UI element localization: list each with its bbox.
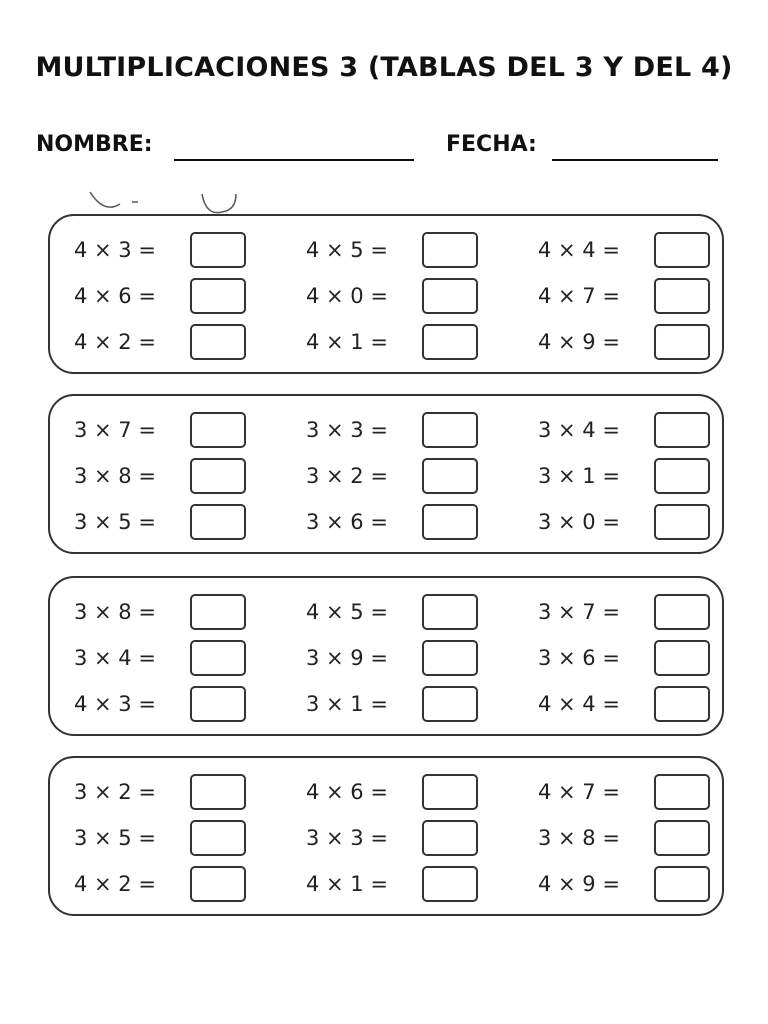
exercise-row <box>50 412 722 452</box>
multiplication-expression: 3 × 7 = <box>538 600 620 624</box>
answer-box[interactable] <box>654 594 710 630</box>
multiplication-expression: 4 × 5 = <box>306 238 388 262</box>
multiplication-expression: 3 × 9 = <box>306 646 388 670</box>
multiplication-expression: 4 × 1 = <box>306 872 388 896</box>
student-info-fields <box>36 128 736 164</box>
answer-box[interactable] <box>654 686 710 722</box>
answer-box[interactable] <box>422 774 478 810</box>
answer-box[interactable] <box>422 686 478 722</box>
multiplication-expression: 3 × 4 = <box>74 646 156 670</box>
exercise-row <box>50 640 722 680</box>
exercise-row <box>50 458 722 498</box>
exercise-item <box>306 686 486 726</box>
worksheet-title: MULTIPLICACIONES 3 (TABLAS DEL 3 Y DEL 4) <box>35 52 733 83</box>
multiplication-expression: 4 × 7 = <box>538 284 620 308</box>
answer-box[interactable] <box>422 504 478 540</box>
answer-box[interactable] <box>422 594 478 630</box>
multiplication-expression: 3 × 1 = <box>306 692 388 716</box>
exercise-row <box>50 324 722 364</box>
exercise-item <box>306 232 486 272</box>
answer-box[interactable] <box>422 324 478 360</box>
multiplication-expression: 3 × 8 = <box>538 826 620 850</box>
answer-box[interactable] <box>190 324 246 360</box>
exercise-item <box>74 686 254 726</box>
exercise-item <box>74 324 254 364</box>
exercise-item <box>74 232 254 272</box>
exercise-block <box>48 576 724 736</box>
exercise-item <box>538 278 718 318</box>
exercise-item <box>306 278 486 318</box>
answer-box[interactable] <box>190 640 246 676</box>
name-field-line[interactable] <box>174 159 414 161</box>
answer-box[interactable] <box>190 866 246 902</box>
exercise-item <box>306 594 486 634</box>
exercise-item <box>306 820 486 860</box>
exercise-block <box>48 756 724 916</box>
exercise-item <box>538 232 718 272</box>
exercise-row <box>50 686 722 726</box>
multiplication-expression: 4 × 6 = <box>306 780 388 804</box>
multiplication-expression: 4 × 4 = <box>538 238 620 262</box>
multiplication-expression: 3 × 8 = <box>74 600 156 624</box>
multiplication-expression: 3 × 2 = <box>74 780 156 804</box>
multiplication-expression: 4 × 1 = <box>306 330 388 354</box>
exercise-item <box>74 504 254 544</box>
exercise-item <box>74 594 254 634</box>
answer-box[interactable] <box>654 640 710 676</box>
multiplication-expression: 3 × 0 = <box>538 510 620 534</box>
answer-box[interactable] <box>422 278 478 314</box>
answer-box[interactable] <box>654 504 710 540</box>
multiplication-expression: 3 × 7 = <box>74 418 156 442</box>
name-label: NOMBRE: <box>36 132 153 157</box>
exercise-block <box>48 214 724 374</box>
exercise-item <box>74 774 254 814</box>
exercise-item <box>538 412 718 452</box>
exercise-item <box>74 458 254 498</box>
exercise-row <box>50 866 722 906</box>
answer-box[interactable] <box>422 412 478 448</box>
answer-box[interactable] <box>654 866 710 902</box>
answer-box[interactable] <box>422 458 478 494</box>
multiplication-expression: 3 × 2 = <box>306 464 388 488</box>
exercise-item <box>306 504 486 544</box>
multiplication-expression: 4 × 2 = <box>74 330 156 354</box>
exercise-item <box>306 640 486 680</box>
exercise-row <box>50 504 722 544</box>
exercise-item <box>306 412 486 452</box>
exercise-item <box>74 640 254 680</box>
multiplication-expression: 4 × 2 = <box>74 872 156 896</box>
answer-box[interactable] <box>654 458 710 494</box>
exercise-row <box>50 278 722 318</box>
answer-box[interactable] <box>190 594 246 630</box>
multiplication-expression: 4 × 6 = <box>74 284 156 308</box>
answer-box[interactable] <box>654 324 710 360</box>
exercise-block <box>48 394 724 554</box>
exercise-item <box>306 866 486 906</box>
exercise-item <box>538 866 718 906</box>
answer-box[interactable] <box>422 820 478 856</box>
answer-box[interactable] <box>654 774 710 810</box>
multiplication-expression: 3 × 4 = <box>538 418 620 442</box>
answer-box[interactable] <box>654 232 710 268</box>
multiplication-expression: 3 × 1 = <box>538 464 620 488</box>
exercise-item <box>538 640 718 680</box>
exercise-item <box>306 324 486 364</box>
multiplication-expression: 4 × 9 = <box>538 872 620 896</box>
date-label: FECHA: <box>446 132 537 157</box>
answer-box[interactable] <box>654 278 710 314</box>
multiplication-expression: 3 × 3 = <box>306 418 388 442</box>
answer-box[interactable] <box>190 412 246 448</box>
multiplication-expression: 3 × 5 = <box>74 826 156 850</box>
answer-box[interactable] <box>190 232 246 268</box>
exercise-item <box>538 594 718 634</box>
multiplication-expression: 4 × 7 = <box>538 780 620 804</box>
answer-box[interactable] <box>190 820 246 856</box>
answer-box[interactable] <box>190 458 246 494</box>
multiplication-expression: 3 × 6 = <box>538 646 620 670</box>
exercise-row <box>50 820 722 860</box>
multiplication-expression: 3 × 3 = <box>306 826 388 850</box>
answer-box[interactable] <box>190 504 246 540</box>
exercise-item <box>538 686 718 726</box>
multiplication-expression: 4 × 9 = <box>538 330 620 354</box>
answer-box[interactable] <box>190 774 246 810</box>
exercise-item <box>538 458 718 498</box>
answer-box[interactable] <box>190 278 246 314</box>
exercise-item <box>306 458 486 498</box>
exercise-item <box>74 866 254 906</box>
answer-box[interactable] <box>422 866 478 902</box>
date-field-line[interactable] <box>552 159 718 161</box>
answer-box[interactable] <box>422 640 478 676</box>
multiplication-expression: 4 × 4 = <box>538 692 620 716</box>
answer-box[interactable] <box>190 686 246 722</box>
answer-box[interactable] <box>422 232 478 268</box>
exercise-row <box>50 594 722 634</box>
exercise-item <box>74 278 254 318</box>
multiplication-expression: 3 × 6 = <box>306 510 388 534</box>
exercise-item <box>538 820 718 860</box>
multiplication-expression: 3 × 5 = <box>74 510 156 534</box>
exercise-item <box>538 774 718 814</box>
exercise-item <box>306 774 486 814</box>
exercise-item <box>74 820 254 860</box>
exercise-item <box>538 324 718 364</box>
multiplication-expression: 4 × 5 = <box>306 600 388 624</box>
multiplication-expression: 4 × 3 = <box>74 692 156 716</box>
exercise-row <box>50 232 722 272</box>
answer-box[interactable] <box>654 412 710 448</box>
exercise-item <box>538 504 718 544</box>
exercise-row <box>50 774 722 814</box>
multiplication-expression: 3 × 8 = <box>74 464 156 488</box>
exercise-item <box>74 412 254 452</box>
multiplication-expression: 4 × 3 = <box>74 238 156 262</box>
multiplication-expression: 4 × 0 = <box>306 284 388 308</box>
answer-box[interactable] <box>654 820 710 856</box>
